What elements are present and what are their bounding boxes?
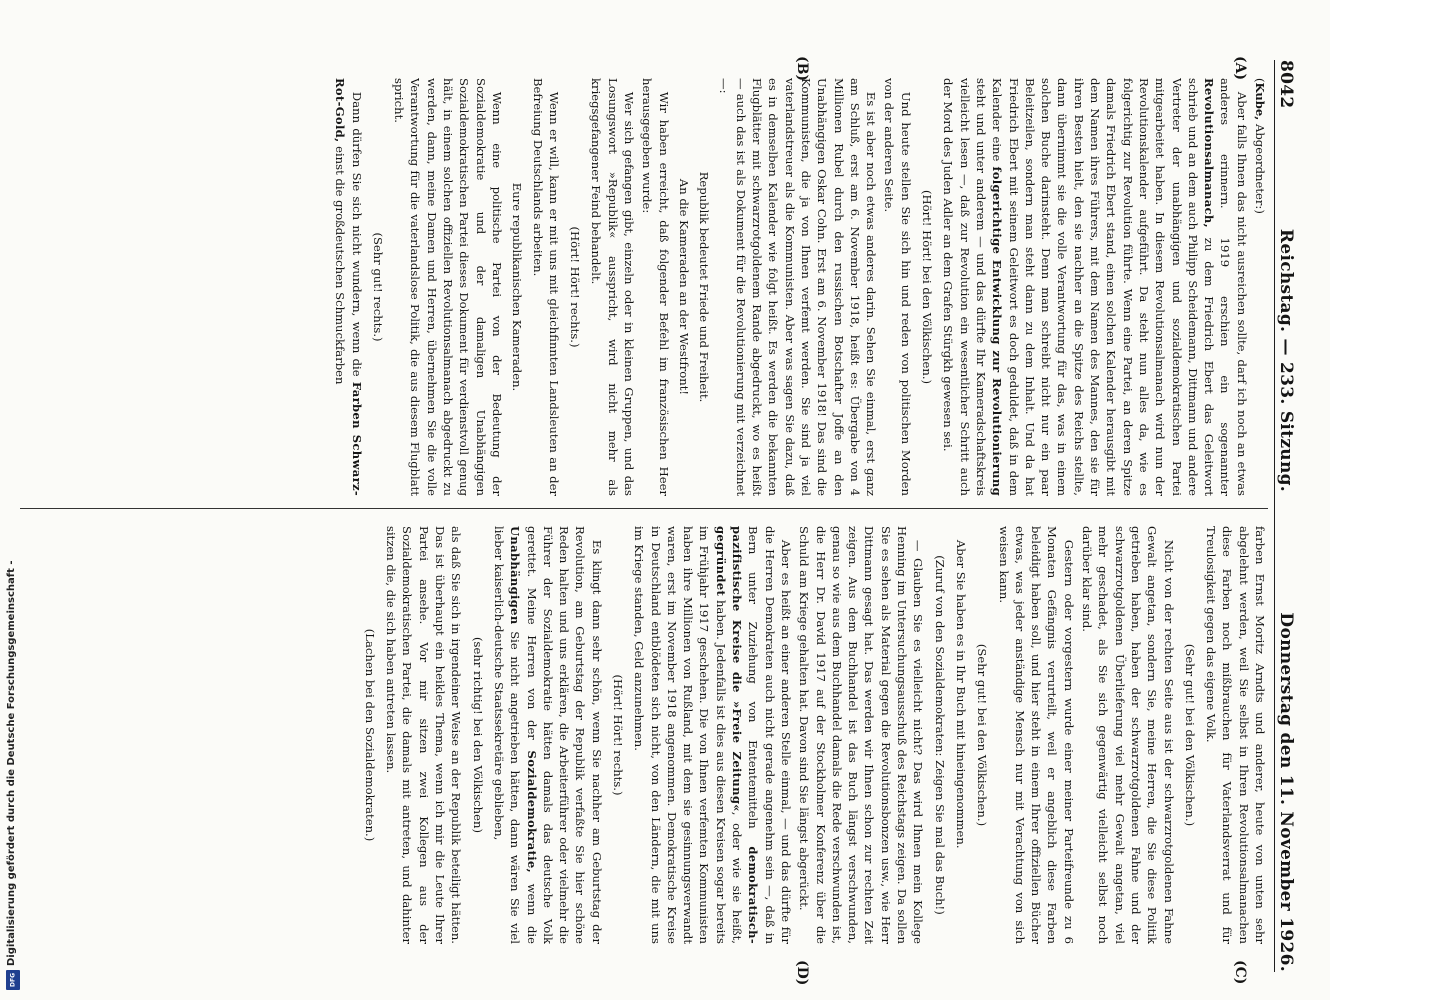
margin-marker-d: (D) — [794, 960, 810, 986]
interjection: (Sehr gut! bei den Völkischen.) — [1182, 643, 1197, 827]
quote-signature: Eure republikanischen Kameraden. — [510, 182, 525, 392]
paragraph — [940, 78, 1250, 496]
interjection: (Sehr gut! rechts.) — [370, 232, 385, 342]
quote-paragraph: Wir haben erreicht, daß folgender Befehl im französischen Heer herausgegeben wurde: — [640, 78, 671, 496]
text: haben. Jedenfalls ist dies aus diesen Kreisen sogar bereits im Frühjahr 1917 geschehen. Die von Ihnen verfemten Kommunisten haben ihre Millionen von Rußland, mit dem sie gesinnungsverwandt waren, erst im November 1918 angenommen. Demokratische Kreise in Deutschland entblödeten sich nicht, von den Ländern, die mit uns im Kriege standen, Geld anzunehmen. — [632, 526, 728, 944]
paragraph: — Glauben Sie es vielleicht nicht? Das wird Ihnen mein Kollege Henning im Untersuchungsausschuß des Reichstags zeigen. Da sollen Sie es sehen als Material gegen die Revolutionsbonzen usw., wie Herr Dittmann gesagt hat. Das werden wir Ihnen schon zur rechten Zeit zeigen. Aus dem Buchhandel ist das Buch längst verschwunden, genau so wie aus dem Buchhandel damals die Rede verschwunden ist, die Herr Dr. David 1917 auf der Stockholmer Konferenz über die Schuld am Kriege gehalten hat. Davon sind Sie längst abgerückt. — [797, 526, 926, 944]
margin-marker-c: (C) — [1232, 960, 1248, 985]
margin-marker-a: (A) — [1232, 56, 1248, 81]
interjection: (Sehr gut! bei den Völkischen.) — [975, 643, 990, 827]
left-column — [24, 78, 1268, 496]
interjection: (Hört! Hört! bei den Völkischen.) — [920, 189, 935, 385]
interjection: (Hört! Hört! rechts.) — [568, 226, 583, 348]
text: einst die großdeutschen Schmuckfarben — [333, 146, 348, 385]
speaker-name: Kube, — [1253, 82, 1267, 121]
paragraph: (Kube, Abgeordneter:) — [1253, 78, 1267, 214]
interjection: (Zuruf von den Sozialdemokraten: Zeigen Sie mal das Buch!) — [932, 555, 947, 915]
column-divider — [20, 508, 1268, 509]
right-column — [24, 526, 1268, 944]
dfg-logo: DFG — [6, 970, 20, 990]
text: steht und unter anderem — und das dürfte Ihr Kameradschaftskreis vielleicht lesen —, daß zur Revolution ein wesentlicher Schritt auch der Mord des Juden Adler an dem Grafen Stürgkh gewesen sei. — [941, 78, 988, 496]
bold-term: Sozialdemokratie, — [524, 750, 539, 873]
text: Es klingt dann sehr schön, wenn Sie nachher am Geburtstag der Revolution, am Geburtstag der Republik verfaßte Sie hier schöne Reden halten und uns erklären, die Arbeiterführer oder vielmehr die Führer der Sozialdemokratie hätten damals das deutsche Volk gerettet. Meine Herren von der — [524, 526, 604, 944]
session-date: Donnerstag den 11. November 1926. — [1276, 612, 1297, 972]
interjection: (Hört! Hört! rechts.) — [611, 674, 626, 796]
text: zu dem Friedrich Ebert das Geleitwort schrieb und an dem auch Philipp Scheidemann, Dittmann und andere Vertreter der unabhängigen und sozialdemokratischen Partei mitgearbeitet haben. In diesem Revolutionsalmanach wird nun der Revolutionskalender aufgeführt. Da steht nun alles da, wie es folgerichtig zur Revolution führte. Wenn eine Partei, an deren Spitze damals Friedrich Ebert stand, einen solchen Kalender herausgibt mit dem Namen ihres Führers, mit dem Namen des Mannes, den sie für ihren Besten hielt, den sie nachher an die Spitze des Reichs stellte, dann übernimmt sie die volle Verantwortung für das, was in einem solchen Buche darinsteht. Denn man schreibt nicht nur ein paar Beleitzeilen, sondern man steht dann zu dem Inhalt. Und da hat Friedrich Ebert mit seinem Geleitwort es doch geduldet, daß in dem Kalender eine — [990, 78, 1217, 496]
interjection: (sehr richtig! bei den Völkischen) — [470, 637, 485, 833]
paragraph — [332, 78, 365, 496]
paragraph: als daß Sie sich in irgendeiner Weise an der Republik beteiligt hätten. Das ist überhaupt ein heikles Thema, wenn ich mir die Leute Ihrer Partei ansehe. Vor mir sitzen zwei Kollegen aus der Sozialdemokratischen Partei, die damals mit antreten, und dahinter sitzen die, die sich haben antreten lassen. — [384, 526, 464, 944]
paragraph: Es ist aber noch etwas anderes darin. Sehen Sie einmal, erst ganz am Schluß, erst am 6. November 1918, heißt es: Übergabe von 4 Millionen Rubel durch den russischen Botschafter Joffe an den Unabhängigen Oskar Cohn. Erst am 6. November 1918! Das sind die Kommunisten, die ja von Ihnen verfemt werden. Sie sind ja viel vaterlandstreuer als die Kommunisten. Aber was sagen Sie dazu, daß es in demselben Kalender wie folgt heißt. Es werden die bekannten Flugblätter mit schwarzrotgoldenem Rande abgedruckt, wo es heißt — auch das ist als Dokument für die Revolutionierung mit verzeichnet —: — [717, 78, 879, 496]
bold-term: Farben Schwarz-Rot-Gold, — [333, 78, 364, 496]
bold-term: gegründet — [713, 526, 728, 597]
paragraph: farben Ernst Moritz Arndts und anderer, heute von unten sehr abgelehnt werden, weil Sie selbst in Ihren Revolutionsalmanachen diese Farben noch mißbrauchen für Vaterlandsverrat und für Treulosigkeit gegen das eigene Volk. — [1204, 526, 1267, 944]
bold-term: folgerichtige Entwicklung zur Revolutionierung — [990, 166, 1005, 496]
digitization-footer — [6, 500, 20, 990]
text: Aber es heißt an einer anderen Stelle einmal, — und das dürfte für die Herren Demokraten auch nicht gerade angenehm sein —, daß in Bern unter Zuziehung von Ententemitteln — [746, 526, 793, 944]
text: , oder wie sie heißt, — [730, 811, 745, 944]
text: Dann dürfen Sie sich nicht wundern, wenn die — [349, 91, 364, 377]
quote-paragraph: Wer sich gefangen gibt, einzeln oder in kleinen Gruppen, und das Losungswort »Republik« ausspricht, wird nicht mehr als kriegsgefangener Feind behandelt. — [589, 78, 637, 496]
quote-line: An die Kameraden an der Westfront! — [676, 178, 691, 396]
page-header — [1274, 60, 1314, 972]
funding-notice: Digitalisierung gefördert durch die Deutsche Forschungsgemeinschaft - — [6, 560, 17, 966]
margin-marker-b: (B) — [794, 56, 810, 82]
text: Aber falls Ihnen das nicht ausreichen sollte, darf ich noch an etwas anderes erinnern. 1919 erschien ein sogenannter — [1218, 78, 1249, 496]
paragraph — [631, 526, 794, 944]
bold-term: demokratisch-pazifistische Kreise die »Freie Zeitung« — [730, 526, 761, 944]
page-number: 8042 — [1276, 60, 1297, 109]
bold-term: Revolutionsalmanach, — [1202, 78, 1217, 228]
paragraph: Wenn eine politische Partei von der Bedeutung der Sozialdemokratie und der damaligen Unabhängigen Sozialdemokratischen Partei dieses Dokument für verdienstvoll genug hält, in einem solchen offiziellen Revolutionsalmanach abgedruckt zu werden, dann, meine Damen und Herren, übernehmen Sie die volle Verantwortung für die vaterlandslose Politik, die aus diesem Flugblatt spricht. — [392, 78, 504, 496]
session-title: Reichstag. — 233. Sitzung. — [1276, 228, 1297, 493]
paragraph: Aber Sie haben es in Ihr Buch mit hineingenommen. — [953, 539, 968, 849]
text: wenn die — [524, 883, 539, 944]
interjection: (Lachen bei den Sozialdemokraten.) — [362, 628, 377, 842]
paragraph: Gestern oder vorgestern wurde einer meiner Parteifreunde zu 6 Monaten Gefängnis verurteilt, weil er angeblich diese Farben beleidigt haben soll, und hier steht in einem Ihrer offiziellen Bücher etwas, was jeder anständige Mensch nur mit Verachtung von sich weisen kann. — [996, 526, 1076, 944]
text: Sie nicht angetrieben hätten, dann wären Sie viel lieber kaiserlich-deutsche Staatssekretäre geblieben, — [491, 526, 523, 944]
paragraph: Nicht von der rechten Seite aus ist der schwarzrotgoldenen Fahne Gewalt angetan, sondern Sie, meine Herren, die Sie diese Politik getrieben haben, haben der schwarzrotgoldenen Fahne und der schwarzrotgoldenen Überlieferung viel mehr Gewalt angetan, viel mehr geschadet, als Sie sich gegenwärtig vielleicht selbst noch darüber klar sind. — [1080, 526, 1176, 944]
paragraph — [491, 526, 605, 944]
quote-line: Republik bedeutet Friede und Freiheit. — [697, 171, 712, 403]
quote-paragraph: Wenn er will, kann er mit uns mit gleichfinnten Landsleuten an der Befreiung Deutschlands arbeiten. — [530, 78, 561, 496]
paragraph: Und heute stellen Sie sich hin und reden von politischen Morden von der anderen Seite. — [882, 78, 913, 496]
bold-term: Unabhängigen — [508, 526, 523, 625]
speaker-role: Abgeordneter: — [1253, 124, 1267, 210]
